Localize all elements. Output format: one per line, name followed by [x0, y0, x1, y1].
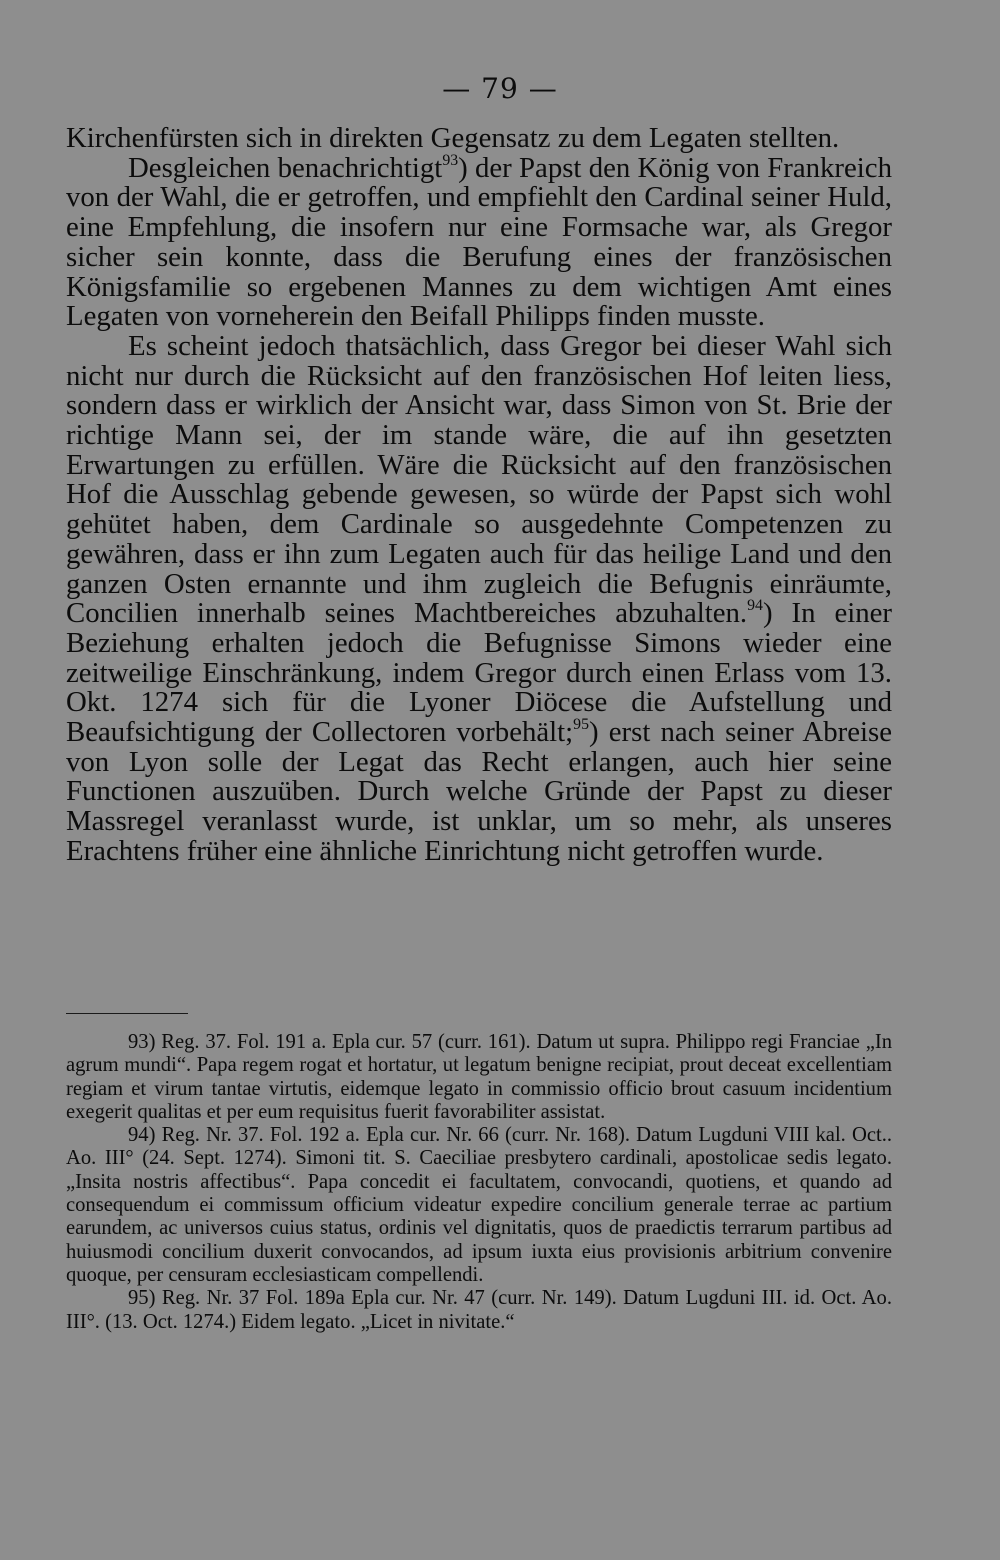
- page-number: — 79 —: [442, 72, 558, 105]
- paragraph: [66, 151, 892, 333]
- text-run: ) In einer Beziehung erhalten jedoch die Befugnisse Simons wieder eine zeitweilige Einschränkung, indem Gregor durch einen Erlass vom 13. Okt. 1274 sich für die Lyoner Diöcese die Aufstellung und Beaufsichtigung der Collectoren vorbehält;: [66, 597, 892, 749]
- footnote-ref-94[interactable]: 94: [747, 597, 763, 615]
- text-run: ) der Papst den König von Frankreich von der Wahl, die er getroffen, und empfiehlt den Cardinal seiner Huld, eine Empfehlung, die insofern nur eine Formsache war, als Gregor sicher sein konnte, dass die Berufung eines der französischen Königsfamilie so ergebenen Mannes zu dem wichtigen Amt eines Legaten von vorneherein den Beifall Philipps finden musste.: [66, 151, 892, 333]
- text-run: Es scheint jedoch thatsächlich, dass Gregor bei dieser Wahl sich nicht nur durch die Rücksicht auf den französischen Hof leiten liess, sondern dass er wirklich der Ansicht war, dass Simon von St. Brie der richtige Mann sei, der im stande wäre, die auf ihn gesetzten Erwartungen zu erfüllen. Wäre die Rücksicht auf den französischen Hof die Ausschlag gebende gewesen, so würde der Papst sich wohl gehütet haben, dem Cardinale so ausgedehnte Competenzen zu gewähren, dass er ihn zum Legaten auch für das heilige Land und den ganzen Osten ernannte und ihm zugleich die Befugnis einräumte, Concilien innerhalb seines Machtbereiches abzuhalten.: [66, 329, 892, 630]
- text-run: Desgleichen benachrichtigt: [128, 151, 443, 184]
- paragraph: Kirchenfürsten sich in direkten Gegensatz zu dem Legaten stellten.: [66, 122, 840, 154]
- text-run: ) erst nach seiner Abreise von Lyon solle der Legat das Recht erlangen, auch hier seine Functionen auszuüben. Durch welche Gründe der Papst zu dieser Massregel veranlasst wurde, ist unklar, um so mehr, als unseres Erachtens früher eine ähnliche Einrichtung nicht getroffen wurde.: [66, 716, 892, 867]
- footnotes: [66, 1031, 892, 1334]
- paragraph: [66, 329, 892, 867]
- footnote-ref-95[interactable]: 95: [573, 716, 589, 734]
- footnote-95: 95) Reg. Nr. 37 Fol. 189a Epla cur. Nr. 47 (curr. Nr. 149). Datum Lugduni III. id. Oct. Ao. III°. (13. Oct. 1274.) Eidem legato. „Licet in nivitate.“: [66, 1287, 892, 1333]
- footnote-94: 94) Reg. Nr. 37. Fol. 192 a. Epla cur. Nr. 66 (curr. Nr. 168). Datum Lugduni VIII kal. Oct.. Ao. III° (24. Sept. 1274). Simoni tit. S. Caeciliae presbytero cardinali, apostolicae sedis legato. „Insita nostris affectibus“. Papa concedit ei facultatem, convocandi, quotiens, et quando ad consequendum ei commissum officium videatur expedire concilium generale terrae ac partium earundem, ac universos cuius status, ordinis vel dignitatis, quos de praedictis terrarum partibus ad huiusmodi concilium duxerit convocandos, ad ipsum iuxta eius provisionis arbitrium convenire quoque, per censuram ecclesiasticam compellendi.: [66, 1124, 892, 1286]
- body-text: [66, 124, 892, 867]
- footnote-ref-93[interactable]: 93: [442, 151, 459, 169]
- footnote-divider: [66, 1013, 188, 1014]
- footnote-93: 93) Reg. 37. Fol. 191 a. Epla cur. 57 (curr. 161). Datum ut supra. Philippo regi Franciae „In agrum mundi“. Papa regem rogat et hortatur, ut legatum benigne recipiat, prout deceat excellentiam regiam et virum tantae virtutis, eidemque legato in commissio officio brout casuum incidentium exegerit qualitas et per eum requisitus fuerit favorabiliter assistat.: [66, 1031, 892, 1123]
